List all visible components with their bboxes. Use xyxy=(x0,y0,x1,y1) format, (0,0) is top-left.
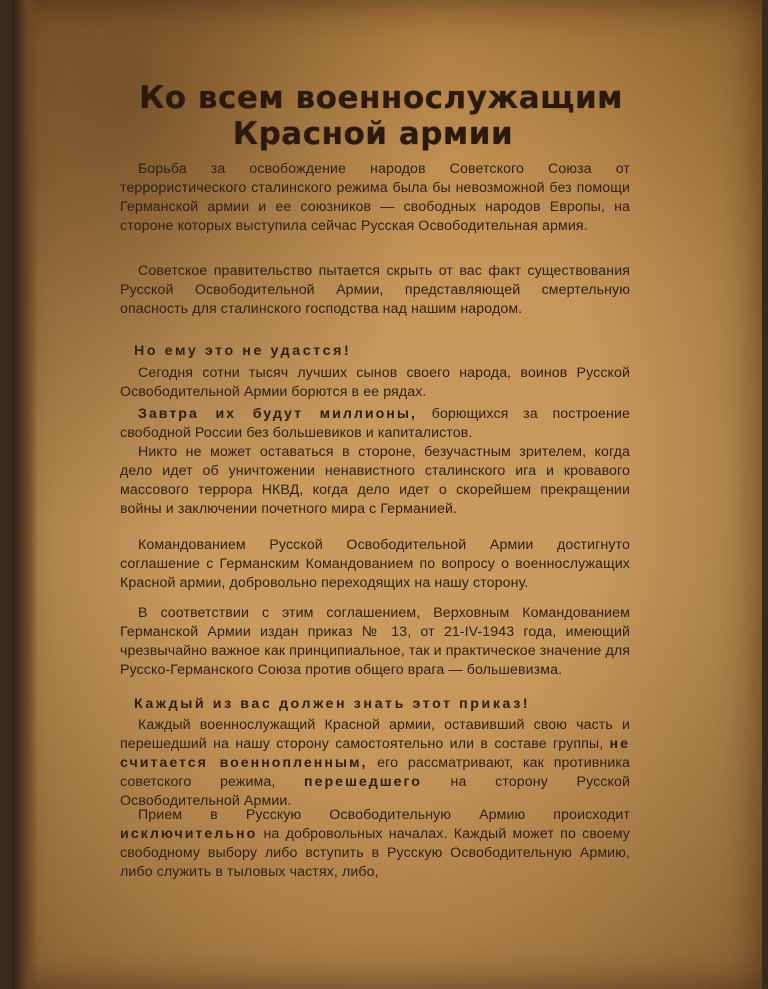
title-line-2: Красной армии xyxy=(232,116,514,152)
paragraph-tomorrow-millions xyxy=(120,405,630,443)
paragraph-hundreds-of-thousands: Сегодня сотни тысяч лучших сынов своего народа, воинов Русской Освободительной Армии борются в ее рядах. xyxy=(120,365,630,400)
tomorrow-millions-rest: борющихся за построение свободной России без большевиков и капиталистов. xyxy=(120,406,630,441)
paragraph-agreement: Командованием Русской Освободительной Армии достигнуто соглашение с Германским Командованием по вопросу о военнослужащих Красной армии, добровольно переходящих на нашу сторону. xyxy=(120,537,630,591)
tomorrow-millions-emphasis: Завтра их будут миллионы, xyxy=(138,406,417,422)
paragraph-will-not-succeed: Но ему это не удастся! xyxy=(134,343,352,359)
paragraph-must-know-order: Каждый из вас должен знать этот приказ! xyxy=(134,696,531,712)
paragraph-voluntary-admission xyxy=(120,806,630,882)
not-prisoner-text-e: на сторону Русской Освободительной Армии. xyxy=(120,774,631,809)
admission-text-a: Прием в Русскую Освободительную Армию происходит xyxy=(138,807,630,823)
not-prisoner-text-c: его рассматривают, как противника советского режима, xyxy=(120,755,630,790)
not-prisoner-emphasis: не считается военнопленным, xyxy=(120,736,630,771)
title-line-1: Ко всем военнослужащим xyxy=(138,80,624,116)
exclusively-emphasis: исключительно xyxy=(120,826,258,842)
leaflet-paper xyxy=(12,0,762,989)
paragraph-order-13: В соответствии с этим соглашением, Верховным Командованием Германской Армии издан приказ № 13, от 21-IV-1943 года, имеющий чрезвычайно важное как принципиальное, так и практическое значение для Русско-Германского Союза против общего врага — большевизма. xyxy=(120,605,630,678)
defected-emphasis: перешедшего xyxy=(304,774,422,790)
paragraph-no-one-aside: Никто не может оставаться в стороне, безучастным зрителем, когда дело идет об уничтожении ненавистного сталинского ига и кровавого массового террора НКВД, когда дело идет о скорейшем прекращении войны и заключении почетного мира с Германией. xyxy=(120,444,630,517)
not-prisoner-text-a: Каждый военнослужащий Красной армии, оставивший свою часть и перешедший на нашу сторону самостоятельно или в составе группы, xyxy=(120,717,630,752)
paragraph-soviet-government: Советское правительство пытается скрыть от вас факт существования Русской Освободительной Армии, представляющей смертельную опасность для сталинского господства над нашим народом. xyxy=(120,263,630,317)
paragraph-not-prisoner xyxy=(120,716,630,811)
paragraph-liberation-struggle: Борьба за освобождение народов Советского Союза от террористического сталинского режима была бы невозможной без помощи Германской армии и ее союзников — свободных народов Европы, на стороне которых выступила сейчас Русская Освободительная армия. xyxy=(120,161,630,234)
admission-text-c: на добровольных началах. Каждый может по своему свободному выбору либо вступить в Русскую Освободительную Армию, либо служить в тыловых частях, либо, xyxy=(120,826,630,880)
